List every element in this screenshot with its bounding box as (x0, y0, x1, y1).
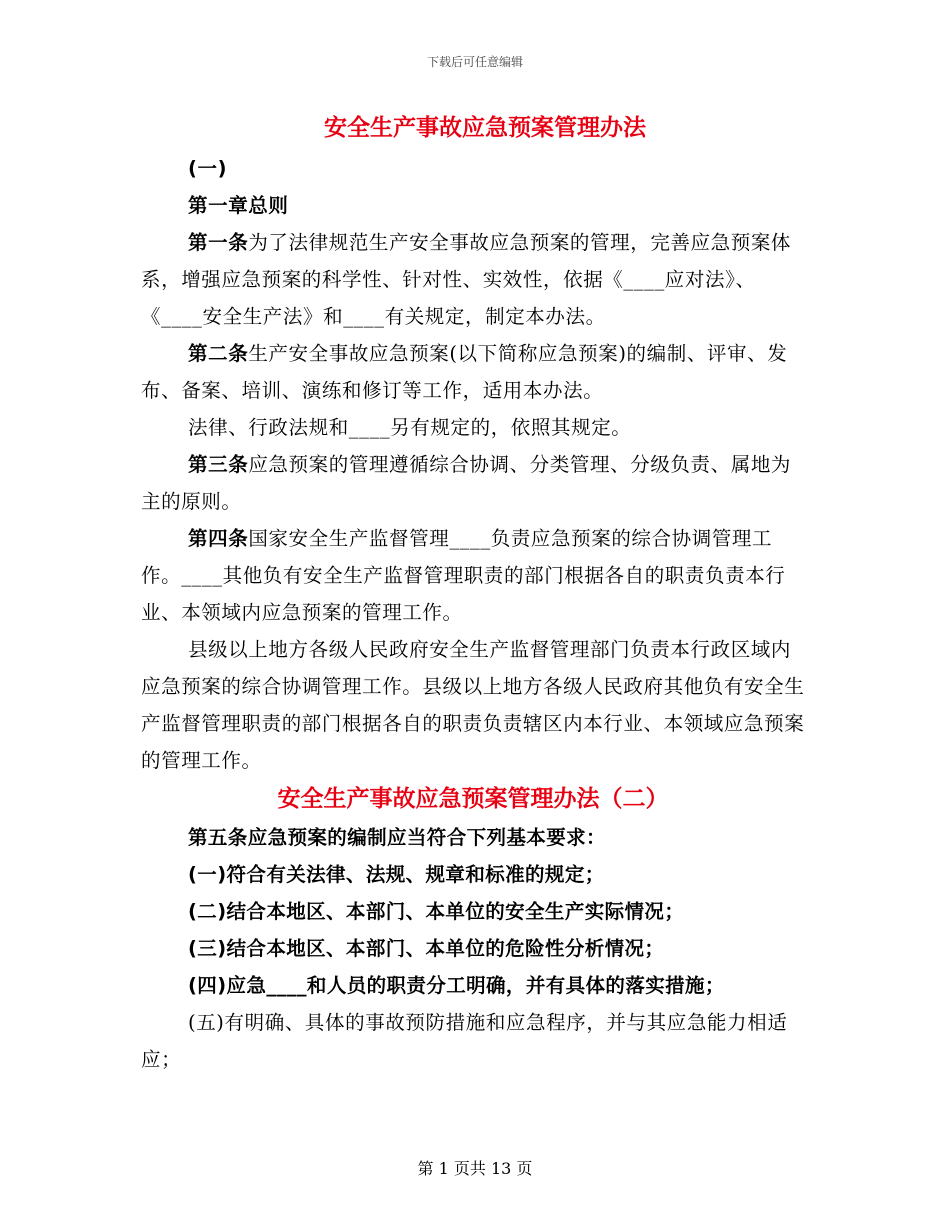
article-3-text: 应急预案的管理遵循综合协调、分类管理、分级负责、属地为主的原则。 (141, 453, 792, 513)
article-2-text: 生产安全事故应急预案(以下简称应急预案)的编制、评审、发布、备案、培训、演练和修订等工作，适用本办法。 (141, 342, 788, 402)
article-3 (141, 446, 805, 520)
requirement-2: (二)结合本地区、本部门、本单位的安全生产实际情况； (188, 900, 685, 923)
document-title: 安全生产事故应急预案管理办法 (324, 115, 646, 141)
article-3-label: 第三条 (188, 453, 249, 476)
page-footer: 第 1 页共 13 页 (417, 1159, 533, 1178)
article-4-paragraph-2: 县级以上地方各级人民政府安全生产监督管理部门负责本行政区域内应急预案的综合协调管理工作。县级以上地方各级人民政府其他负有安全生产监督管理职责的部门根据各自的职责负责辖区内本行业、本领域应急预案的管理工作。 (141, 638, 805, 772)
article-4 (141, 520, 805, 631)
section-2-title: 安全生产事故应急预案管理办法（二） (277, 786, 669, 812)
article-1-text: 为了法律规范生产安全事故应急预案的管理，完善应急预案体系，增强应急预案的科学性、针对性、实效性，依据《____应对法》、《____安全生产法》和____有关规定，制定本办法。 (141, 231, 792, 328)
article-1-label: 第一条 (188, 231, 249, 254)
requirement-5: (五)有明确、具体的事故预防措施和应急程序，并与其应急能力相适应； (141, 1011, 788, 1071)
document-body (141, 108, 805, 1078)
requirement-4: (四)应急____和人员的职责分工明确，并有具体的落实措施； (188, 974, 725, 997)
article-4-text: 国家安全生产监督管理____负责应急预案的综合协调管理工作。____其他负有安全生产监督管理职责的部门根据各自的职责负责本行业、本领域内应急预案的管理工作。 (141, 527, 786, 624)
article-2-paragraph-2: 法律、行政法规和____另有规定的，依照其规定。 (188, 416, 632, 439)
page-header: 下载后可任意编辑 (426, 55, 523, 69)
article-4-label: 第四条 (188, 527, 249, 550)
article-5-intro: 第五条应急预案的编制应当符合下列基本要求： (188, 826, 606, 849)
article-2-label: 第二条 (188, 342, 249, 365)
article-2 (141, 335, 805, 409)
requirement-1: (一)符合有关法律、法规、规章和标准的规定； (188, 863, 605, 886)
article-1 (141, 224, 805, 335)
chapter-heading: 第一章总则 (188, 194, 289, 217)
section-label: (一) (188, 157, 228, 180)
requirement-3: (三)结合本地区、本部门、本单位的危险性分析情况； (188, 937, 665, 960)
